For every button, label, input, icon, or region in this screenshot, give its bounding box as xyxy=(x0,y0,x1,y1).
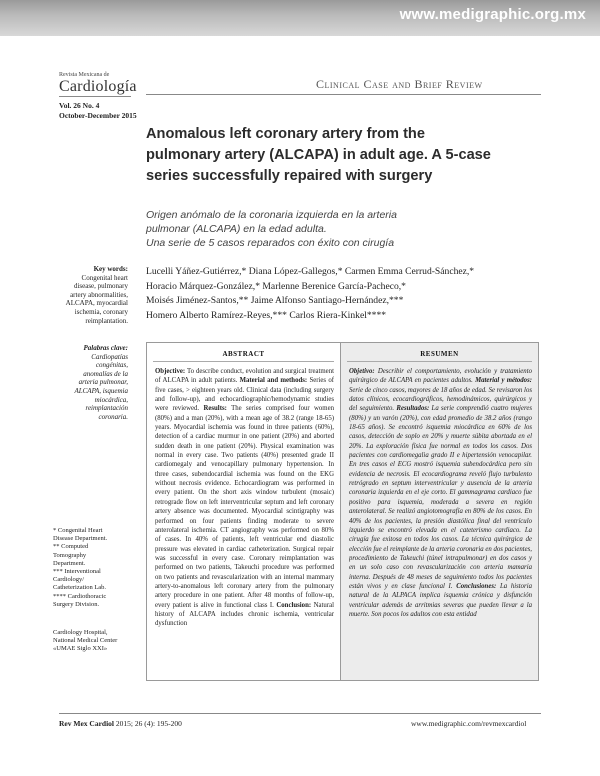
journal-divider xyxy=(59,96,131,97)
affiliations xyxy=(53,527,143,609)
footer-journal: Rev Mex Cardiol xyxy=(59,719,114,728)
author-list xyxy=(146,265,541,323)
author-line: Lucelli Yáñez-Gutiérrez,* Diana López-Gallegos,* Carmen Emma Cerrud-Sánchez,* xyxy=(146,266,475,277)
abstract-spanish-box xyxy=(340,342,539,681)
objective-label: Objetivo: xyxy=(349,368,375,375)
keyword-line: Cardiopatías xyxy=(91,352,128,361)
abstract-divider xyxy=(153,361,334,362)
affiliation-line: Cardiology/ xyxy=(53,576,85,584)
keyword-line: congénitas, xyxy=(95,361,128,370)
objective-label: Objective: xyxy=(155,368,186,375)
results-text: La serie comprendió cuatro mujeres (80%) y un varón (20%), con edad promedio de 38.2 años (rango 18-65 años). Se encontró isquemia miocárdica en 60% de los casos, detección de soplo en 20% y muerte súbita abortada en el 20%. La exploración física fue normal en todos los casos. Dos pacientes con cardiomegalia grado II e hipertensión venocapilar. En tres casos el ECG mostró isquemia subendocárdica pero sin evidencia de necrosis. El ecocardiograma reveló flujo turbulento retrógrado en septum interventricular y ausencia de la arteria coronaria izquierda en el eje corto. El gammagrama cardiaco fue positivo para isquemia, moderada a severa en región anterolateral. Se realizó angiotomografía en 80% de los casos. En 40% de los pacientes, la presión diastólica final del ventrículo izquierdo se encontró elevada en el cateterismo cardiaco. La cirugía fue exitosa en todos los casos. La técnica quirúrgica de elección fue el reimplante de la arteria coronaria en dos pacientes, procedimiento de Takeuchi (túnel intrapulmonar) en dos casos y en un solo caso con revascularización con arteria mamaria interna. Después de 48 meses de seguimiento todos los pacientes están vivos y en clase funcional I. xyxy=(349,405,532,590)
objective-text: To describe conduct, evolution and surgical treatment of ALCAPA in adult patients. xyxy=(155,368,334,385)
section-divider xyxy=(146,94,541,95)
affiliation-line: Surgery Division. xyxy=(53,600,100,608)
resumen-divider xyxy=(347,361,532,362)
author-line: Moisés Jiménez-Santos,** Jaime Alfonso Santiago-Hernández,*** xyxy=(146,295,404,306)
methods-label: Material y métodos: xyxy=(475,377,532,385)
keyword-line: disease, pulmonary xyxy=(73,282,128,291)
affiliation-line: **** Cardiothoracic xyxy=(53,592,107,600)
affiliation-line: * Congenital Heart xyxy=(53,527,103,534)
keywords-spanish xyxy=(40,344,128,421)
journal-name-prefix: Revista Mexicana de xyxy=(59,72,110,78)
affiliation-line: Disease Department. xyxy=(53,535,108,543)
abstract-spanish-text xyxy=(349,367,532,677)
affiliation-line: Department. xyxy=(53,559,86,567)
affiliation-line: Tomography xyxy=(53,551,87,559)
conclusion-text: Natural history of ALCAPA includes chronic ischemia, ventricular dysfunction xyxy=(155,601,334,628)
hospital-line: National Medical Center xyxy=(53,637,118,645)
top-banner xyxy=(0,0,600,36)
hospital-line: «UMAE Siglo XXI» xyxy=(53,645,108,653)
footer-url-link[interactable]: www.medigraphic.com/revmexcardiol xyxy=(411,719,527,728)
subtitle-line: Una serie de 5 casos reparados con éxito con cirugía xyxy=(146,237,395,249)
methods-text: Series of five cases, > eighteen years old. Clinical data (including surgery and follow-up), and echocardiographic/hemodynamic studies were reviewed. xyxy=(155,377,334,413)
conclusion-label: Conclusion: xyxy=(276,601,312,609)
keyword-line: ischemia, coronary xyxy=(74,307,128,316)
keywords-english xyxy=(40,265,128,325)
keyword-line: coronaria. xyxy=(98,412,128,421)
objective-text: Describir el comportamiento, evolución y tratamiento quirúrgico de ALCAPA en pacientes adultos. xyxy=(349,368,532,385)
affiliation-line: ** Computed xyxy=(53,543,89,551)
keyword-line: anomalías de la xyxy=(83,369,128,378)
subtitle-line: Origen anómalo de la coronaria izquierda en la arteria xyxy=(146,209,397,221)
article-subtitle xyxy=(146,208,541,250)
keyword-line: ALCAPA, isquemia xyxy=(74,386,128,395)
keyword-line: arteria pulmonar, xyxy=(78,378,128,387)
section-label: Clinical Case and Brief Review xyxy=(316,77,483,91)
author-line: Homero Alberto Ramírez-Reyes,*** Carlos Riera-Kinkel**** xyxy=(146,309,387,321)
affiliation-line: Catheterization Lab. xyxy=(53,584,107,592)
methods-label: Material and methods: xyxy=(239,377,308,385)
affiliation-line: *** Interventional xyxy=(53,568,101,576)
keyword-line: reimplantación xyxy=(85,404,128,413)
results-text: The series comprised four women (80%) and a man (20%), with a mean age of 38.2 (range 18-65) years. Myocardial ischemia was found in three patients (60%), detection of a cardiac murmur in one patient (20%) and aborted sudden death in one patient (20%). Physical examination was normal in every case. Two patients (40%) presented grade II cardiomegaly and venocapillary pulmonary hypertension. In three cases, subendocardial ischemia was found on the EKG without necrosis evidence. Echocardiogram was performed in every patient. On the short axis window turbulent (mosaic) retrograde flow on left interventricular septum and left coronary artery absence was documented. Myocardial scintigraphy was performed on four patients finding moderate to severe anterolateral ischemia. CT angiography was performed on 80% of cases. In 40% of patients, left ventricular end diastolic pressure was elevated in cardiac catheterization. Surgical repair was successful in every case. Coronary reimplantation was performed on two patients, Takeuchi procedure was performed on two patients and revascularization with an internal mammary artery-to-anomalous left coronary artery from the pulmonary artery procedure in one patient. After 48 months of follow-up, every patient is alive in functional class I. xyxy=(155,405,334,609)
keywords-heading: Palabras clave: xyxy=(83,344,128,352)
subtitle-line: pulmonar (ALCAPA) en la edad adulta. xyxy=(146,223,327,235)
hospital-affiliation xyxy=(53,629,143,654)
methods-text: Serie de cinco casos, mayores de 18 años de edad. Se revisaron los datos clínicos, ecocardiográficos, hemodinámicos, quirúrgicos y del seguimiento. xyxy=(349,386,532,413)
footer-divider xyxy=(59,713,541,714)
keyword-line: miocárdica, xyxy=(94,395,128,404)
title-line: Anomalous left coronary artery from the xyxy=(146,126,425,142)
footer-citation xyxy=(59,719,182,728)
banner-url-link[interactable]: www.medigraphic.org.mx xyxy=(399,6,586,23)
abstract-heading: ABSTRACT xyxy=(222,350,265,358)
conclusion-text: La historia natural de la ALPACA implica isquemia crónica y disfunción ventricular además de arritmias severas que pueden llevar a la muerte. Son pocos los adultos con esta entidad xyxy=(349,582,532,618)
footer-citation-details: 2015; 26 (4): 195-200 xyxy=(114,719,182,728)
journal-volume: Vol. 26 No. 4 xyxy=(59,101,100,110)
title-line: series successfully repaired with surgery xyxy=(146,168,433,184)
keyword-line: ALCAPA, myocardial xyxy=(65,299,128,308)
author-line: Horacio Márquez-González,* Marlenne Berenice García-Pacheco,* xyxy=(146,280,406,292)
keyword-line: Congenital heart xyxy=(81,273,128,282)
results-label: Results: xyxy=(203,405,227,413)
results-label: Resultados: xyxy=(396,405,430,413)
article-title xyxy=(146,124,541,187)
keyword-line: artery abnormalities, xyxy=(70,290,128,299)
journal-date: October-December 2015 xyxy=(59,111,137,120)
abstract-english-box xyxy=(146,342,341,681)
resumen-heading: RESUMEN xyxy=(420,350,459,358)
title-line: pulmonary artery (ALCAPA) in adult age. A 5-case xyxy=(146,147,491,163)
keywords-heading: Key words: xyxy=(93,265,128,273)
conclusion-label: Conclusiones: xyxy=(456,582,497,590)
journal-name: Cardiología xyxy=(59,78,137,95)
keyword-line: reimplantation. xyxy=(85,316,128,325)
hospital-line: Cardiology Hospital, xyxy=(53,629,108,636)
abstract-english-text xyxy=(155,367,334,677)
